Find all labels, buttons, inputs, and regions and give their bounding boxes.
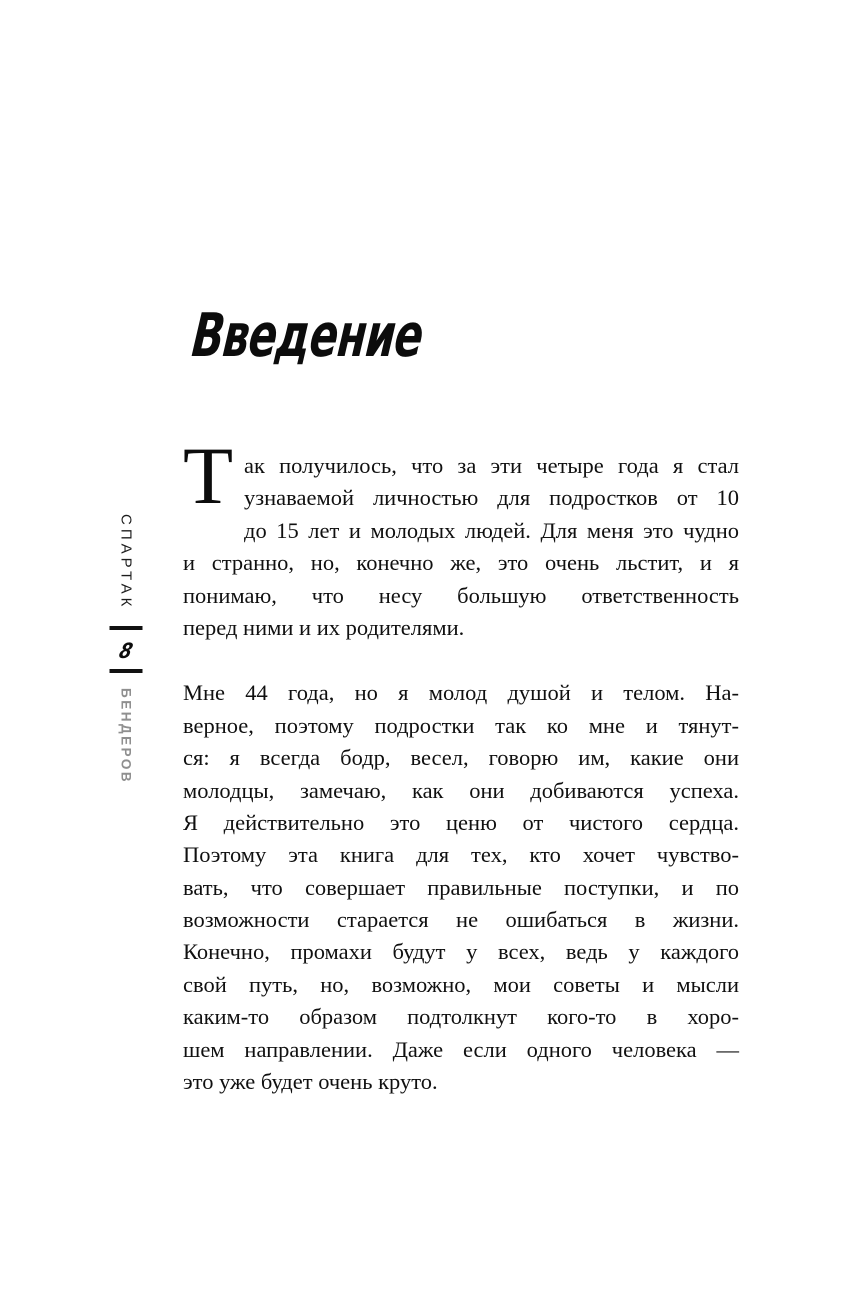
chapter-title: Введение: [184, 301, 432, 371]
text-line: и странно, но, конечно же, это очень льстит, и я: [183, 550, 739, 576]
text-line: узнаваемой личностью для подростков от 10: [244, 485, 739, 511]
text-line: свой путь, но, возможно, мои советы и мысли: [183, 971, 739, 997]
body-text: [183, 430, 739, 1098]
text-line: Я действительно это ценю от чистого сердца.: [183, 809, 739, 835]
running-author-last-name: БЕНДЕРОВ: [118, 688, 134, 785]
drop-cap: [183, 430, 235, 521]
text-line: ак получилось, что за эти четыре года я стал: [244, 453, 739, 478]
text-line: Конечно, промахи будут у всех, ведь у каждого: [183, 939, 739, 965]
text-line: ся: я всегда бодр, весел, говорю им, какие они: [183, 745, 739, 771]
folio-rule-bottom: [110, 669, 143, 673]
text-line: шем направлении. Даже если одного человека —: [183, 1036, 739, 1062]
page-margin-rail: [96, 0, 156, 1311]
text-line: верное, поэтому подростки так ко мне и тянут-: [183, 712, 739, 738]
drop-cap-letter: Т: [183, 430, 234, 521]
text-line: понимаю, что несу большую ответственность: [183, 582, 739, 608]
page-number: 8: [116, 639, 136, 663]
text-line: это уже будет очень круто.: [183, 1069, 438, 1095]
text-line: до 15 лет и молодых людей. Для меня это чудно: [244, 517, 739, 543]
text-line: каким-то образом подтолкнут кого-то в хоро-: [183, 1004, 739, 1030]
text-line: Поэтому эта книга для тех, кто хочет чувство-: [183, 842, 739, 868]
text-line: возможности старается не ошибаться в жизни.: [183, 907, 739, 933]
paragraph-1: [183, 430, 739, 644]
text-line: молодцы, замечаю, как они добиваются успеха.: [183, 777, 739, 803]
running-author-first-name: СПАРТАК: [117, 514, 135, 611]
text-line: вать, что совершает правильные поступки, и по: [183, 874, 739, 900]
text-line: перед ними и их родителями.: [183, 614, 465, 640]
text-line: Мне 44 года, но я молод душой и телом. На-: [183, 680, 739, 706]
paragraph-2: [183, 677, 739, 1098]
folio-rule-top: [110, 626, 143, 630]
